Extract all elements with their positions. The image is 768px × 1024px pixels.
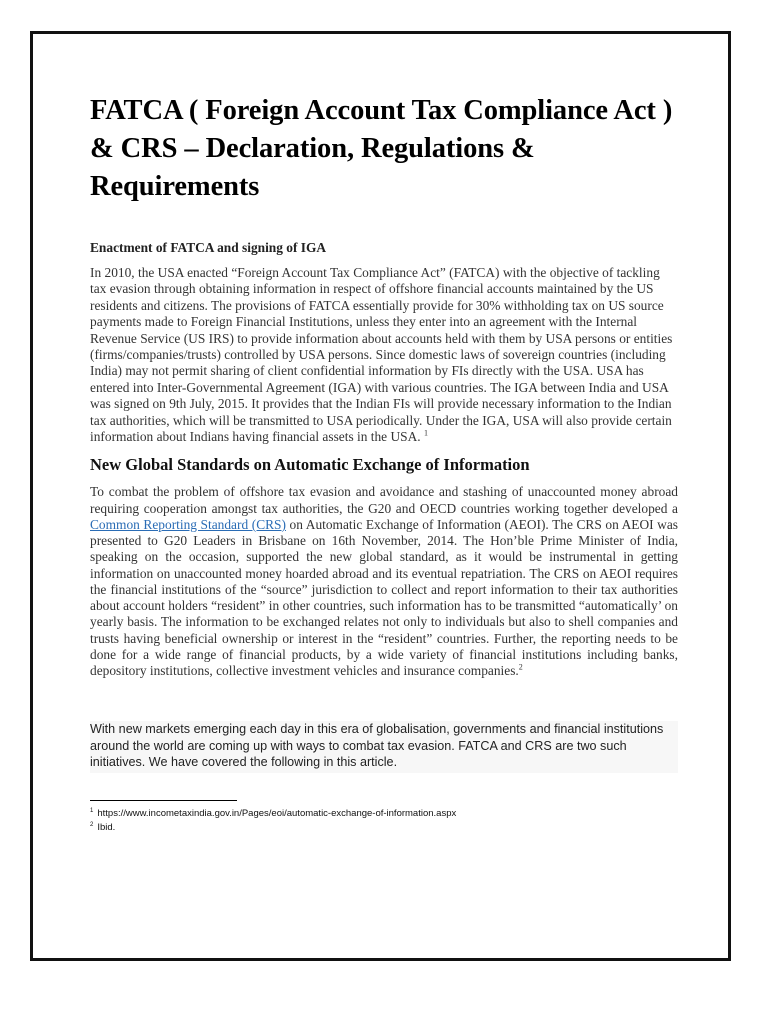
footnote-item (90, 821, 678, 835)
footnote-url[interactable]: https://www.incometaxindia.gov.in/Pages/eoi/automatic-exchange-of-information.aspx (97, 807, 457, 819)
section-heading-aeoi: New Global Standards on Automatic Exchange of Information (90, 455, 530, 475)
footnote-text: Ibid. (97, 821, 116, 833)
intro-paragraph: With new markets emerging each day in this era of globalisation, governments and financial institutions around the world are coming up with ways to combat tax evasion. FATCA and CRS are two such initiatives. We have covered the following in this article. (90, 721, 678, 773)
page-title: FATCA ( Foreign Account Tax Compliance Act ) & CRS – Declaration, Regulations & Requirements (90, 95, 673, 202)
paragraph-text-before-link: To combat the problem of offshore tax evasion and avoidance and stashing of unaccounted money abroad requiring cooperation amongst tax authorities, the G20 and OECD countries working together developed a (90, 484, 678, 516)
footnote-divider (90, 800, 237, 801)
footnote-item (90, 807, 678, 821)
footnote-number: 1 (90, 807, 94, 814)
footnote-ref-2[interactable]: 2 (518, 662, 523, 672)
footnote-ref-1[interactable]: 1 (423, 428, 428, 438)
footnotes (90, 807, 678, 835)
paragraph-text: In 2010, the USA enacted “Foreign Account Tax Compliance Act” (FATCA) with the objective of tackling tax evasion through obtaining information in respect of offshore financial accounts maintained by the US residents and citizens. The provisions of FATCA essentially provide for 30% withholding tax on US source payments made to Foreign Financial Institutions, unless they enter into an agreement with the Internal Revenue Service (US IRS) to provide information about accounts held with them by USA persons or entities (firms/companies/trusts) controlled by USA persons. Since domestic laws of sovereign countries (including India) may not permit sharing of client confidential information by FIs directly with the USA. USA has entered into Inter-Governmental Agreement (IGA) with various countries. The IGA between India and USA was signed on 9th July, 2015. It provides that the Indian FIs will provide necessary information to the Indian tax authorities, which will be transmitted to USA periodically. Under the IGA, USA will also provide certain information about Indians having financial assets in the USA. (90, 265, 673, 445)
paragraph-text-after-link: on Automatic Exchange of Information (AEOI). The CRS on AEOI was presented to G20 Leaders in Brisbane on 16th November, 2014. The Hon’ble Prime Minister of India, speaking on the occasion, supported the new global standard, as it would be instrumental in getting information on unaccounted money hoarded abroad and its eventual repatriation. The CRS on AEOI requires the financial institutions of the “source” jurisdiction to collect and report information to their tax authorities about account holders “resident” in other countries, such information has to be transmitted “automatically’ on yearly basis. The information to be exchanged relates not only to individuals but also to shell companies and trusts having beneficial ownership or interest in the “resident” countries. Further, the reporting needs to be done for a wide range of financial products, by a wide variety of financial institutions including banks, depository institutions, collective investment vehicles and insurance companies. (90, 516, 678, 679)
crs-link[interactable]: Common Reporting Standard (CRS) (90, 516, 286, 532)
paragraph-aeoi (90, 484, 678, 679)
document-body (90, 92, 678, 835)
footnote-number: 2 (90, 821, 94, 828)
paragraph-fatca-iga (90, 265, 678, 445)
section-heading-fatca-iga: Enactment of FATCA and signing of IGA (90, 240, 327, 255)
